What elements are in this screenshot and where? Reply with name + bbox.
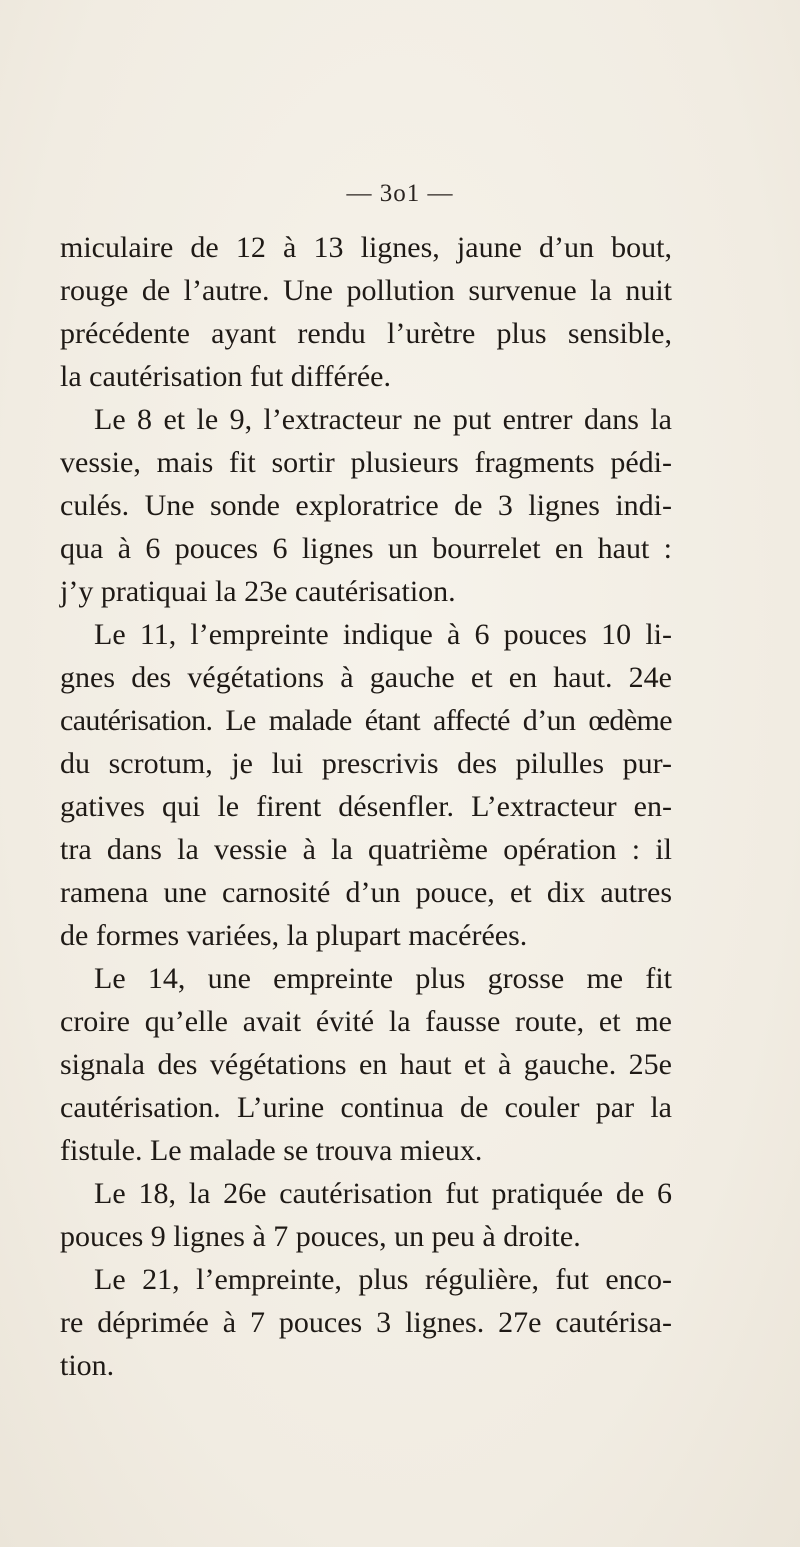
- text-line: signala des végétations en haut et à gauche. 25e: [60, 1048, 672, 1081]
- text-line: cautérisation. L’urine continua de couler par la: [60, 1091, 672, 1124]
- text-line: Le 8 et le 9, l’extracteur ne put entrer dans la: [94, 403, 672, 436]
- text-line: ramena une carnosité d’un pouce, et dix autres: [60, 876, 672, 909]
- text-line: précédente ayant rendu l’urètre plus sensible,: [60, 317, 672, 350]
- text-line: qua à 6 pouces 6 lignes un bourrelet en haut :: [60, 532, 672, 565]
- text-line: fistule. Le malade se trouva mieux.: [60, 1134, 483, 1167]
- text-line: re déprimée à 7 pouces 3 lignes. 27e cautérisa-: [60, 1306, 672, 1339]
- text-line: Le 11, l’empreinte indique à 6 pouces 10 li-: [94, 618, 672, 651]
- text-line: tra dans la vessie à la quatrième opération : il: [60, 833, 672, 866]
- text-line: gatives qui le firent désenfler. L’extracteur en-: [60, 790, 672, 823]
- text-line: miculaire de 12 à 13 lignes, jaune d’un bout,: [60, 231, 672, 264]
- text-line: Le 14, une empreinte plus grosse me fit: [94, 962, 672, 995]
- text-line: croire qu’elle avait évité la fausse route, et me: [60, 1005, 672, 1038]
- text-line: culés. Une sonde exploratrice de 3 lignes indi-: [60, 489, 672, 522]
- text-line: du scrotum, je lui prescrivis des pilulles pur-: [60, 747, 672, 780]
- body-text: [60, 226, 672, 1387]
- text-line: tion.: [60, 1349, 115, 1382]
- text-line: de formes variées, la plupart macérées.: [60, 919, 528, 952]
- text-line: vessie, mais fit sortir plusieurs fragments pédi-: [60, 446, 672, 479]
- text-line: gnes des végétations à gauche et en haut. 24e: [60, 661, 672, 694]
- text-line: Le 21, l’empreinte, plus régulière, fut enco-: [94, 1263, 672, 1296]
- text-line: pouces 9 lignes à 7 pouces, un peu à droite.: [60, 1220, 581, 1253]
- text-line: j’y pratiquai la 23e cautérisation.: [60, 575, 456, 608]
- text-line: Le 18, la 26e cautérisation fut pratiquée de 6: [94, 1177, 672, 1210]
- page-number: — 3o1 —: [346, 180, 454, 207]
- text-line: rouge de l’autre. Une pollution survenue la nuit: [60, 274, 672, 307]
- text-line: cautérisation. Le malade étant affecté d’un œdème: [60, 704, 672, 737]
- text-line: la cautérisation fut différée.: [60, 360, 391, 393]
